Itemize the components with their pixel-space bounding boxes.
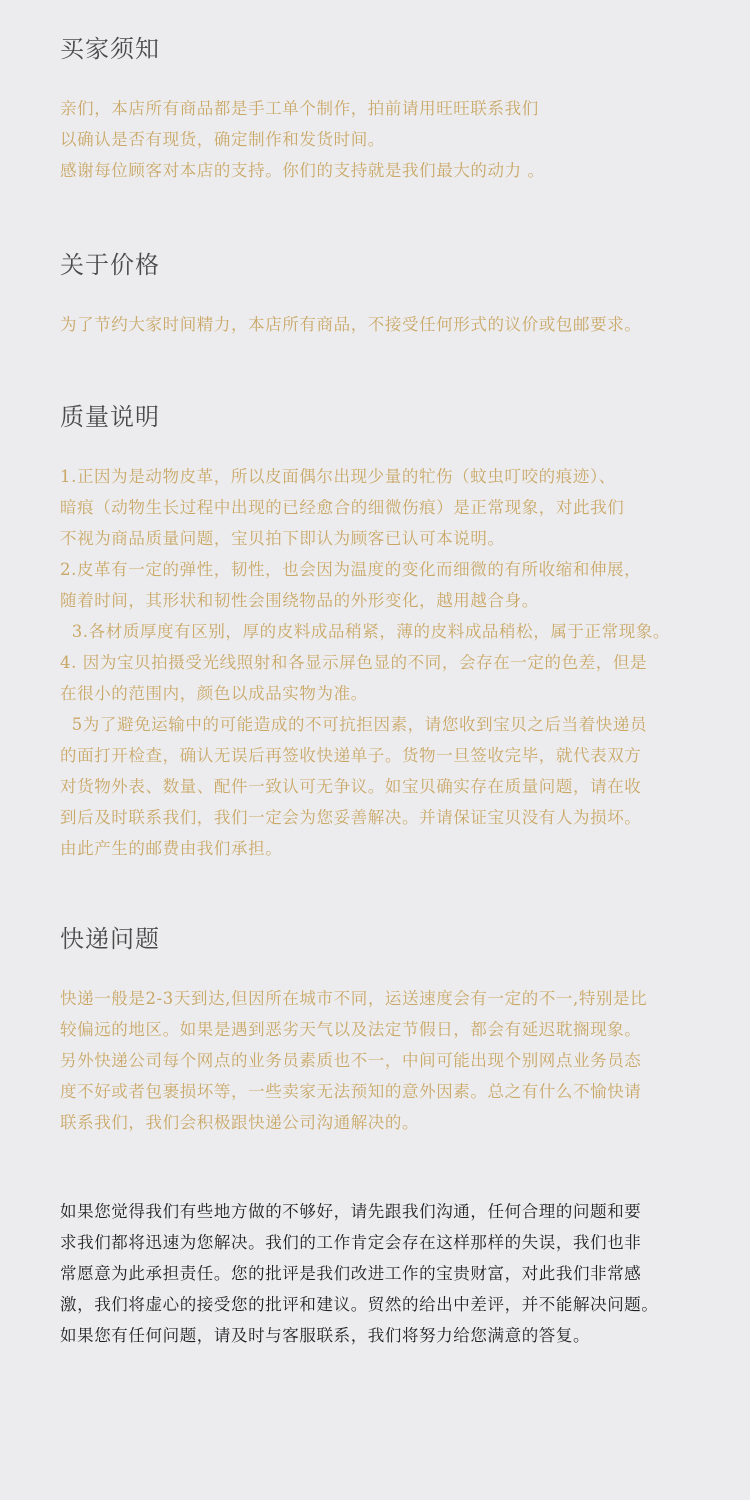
text-line: 如果您有任何问题，请及时与客服联系，我们将努力给您满意的答复。	[60, 1326, 591, 1345]
text-line: 联系我们，我们会积极跟快递公司沟通解决的。	[60, 1113, 420, 1132]
text-line: 快递一般是2-3天到达,但因所在城市不同，运送速度会有一定的不一,特别是比	[60, 989, 648, 1008]
section-body-quality	[60, 461, 720, 864]
text-line: 对货物外表、数量、配件一致认可无争议。如宝贝确实存在质量问题，请在收	[60, 777, 642, 796]
text-line: 感谢每位顾客对本店的支持。你们的支持就是我们最大的动力 。	[60, 161, 545, 180]
text-line: 1.正因为是动物皮革，所以皮面偶尔出现少量的牤伤（蚊虫叮咬的痕迹）、	[60, 467, 616, 486]
section-body-shipping	[60, 983, 720, 1138]
text-line: 的面打开检查，确认无误后再签收快递单子。货物一旦签收完毕，就代表双方	[60, 746, 642, 765]
text-line: 激，我们将虚心的接受您的批评和建议。贸然的给出中差评，并不能解决问题。	[60, 1295, 659, 1314]
text-line: 为了节约大家时间精力，本店所有商品，不接受任何形式的议价或包邮要求。	[60, 315, 642, 334]
text-line: 求我们都将迅速为您解决。我们的工作肯定会存在这样那样的失误，我们也非	[60, 1233, 642, 1252]
text-line: 度不好或者包裹损坏等，一些卖家无法预知的意外因素。总之有什么不愉快请	[60, 1082, 642, 1101]
section-title-pricing: 关于价格	[60, 251, 160, 279]
text-line: 3.各材质厚度有区别，厚的皮料成品稍紧，薄的皮料成品稍松，属于正常现象。	[60, 622, 671, 641]
text-line: 2.皮革有一定的弹性，韧性，也会因为温度的变化而细微的有所收缩和伸展，	[60, 560, 642, 579]
text-line: 另外快递公司每个网点的业务员素质也不一，中间可能出现个别网点业务员态	[60, 1051, 642, 1070]
section-title-shipping: 快递问题	[60, 925, 160, 953]
text-line: 到后及时联系我们，我们一定会为您妥善解决。并请保证宝贝没有人为损坏。	[60, 808, 642, 827]
text-line: 暗痕（动物生长过程中出现的已经愈合的细微伤痕）是正常现象，对此我们	[60, 498, 625, 517]
text-line: 常愿意为此承担责任。您的批评是我们改进工作的宝贵财富，对此我们非常感	[60, 1264, 642, 1283]
text-line: 在很小的范围内，颜色以成品实物为准。	[60, 684, 368, 703]
text-line: 5为了避免运输中的可能造成的不可抗拒因素，请您收到宝贝之后当着快递员	[60, 715, 648, 734]
section-title-buyer-notice: 买家须知	[60, 35, 160, 63]
text-line: 4. 因为宝贝拍摄受光线照射和各显示屏色显的不同，会存在一定的色差，但是	[60, 653, 648, 672]
text-line: 随着时间，其形状和韧性会围绕物品的外形变化，越用越合身。	[60, 591, 539, 610]
text-line: 由此产生的邮费由我们承担。	[60, 839, 283, 858]
text-line: 不视为商品质量问题，宝贝拍下即认为顾客已认可本说明。	[60, 529, 505, 548]
section-body-pricing	[60, 309, 720, 340]
closing-statement	[60, 1196, 720, 1351]
section-title-quality: 质量说明	[60, 403, 160, 431]
text-line: 如果您觉得我们有些地方做的不够好，请先跟我们沟通，任何合理的问题和要	[60, 1202, 642, 1221]
text-line: 以确认是否有现货，确定制作和发货时间。	[60, 130, 385, 149]
text-line: 亲们，本店所有商品都是手工单个制作，拍前请用旺旺联系我们	[60, 99, 539, 118]
section-body-buyer-notice	[60, 93, 720, 186]
text-line: 较偏远的地区。如果是遇到恶劣天气以及法定节假日，都会有延迟耽搁现象。	[60, 1020, 642, 1039]
